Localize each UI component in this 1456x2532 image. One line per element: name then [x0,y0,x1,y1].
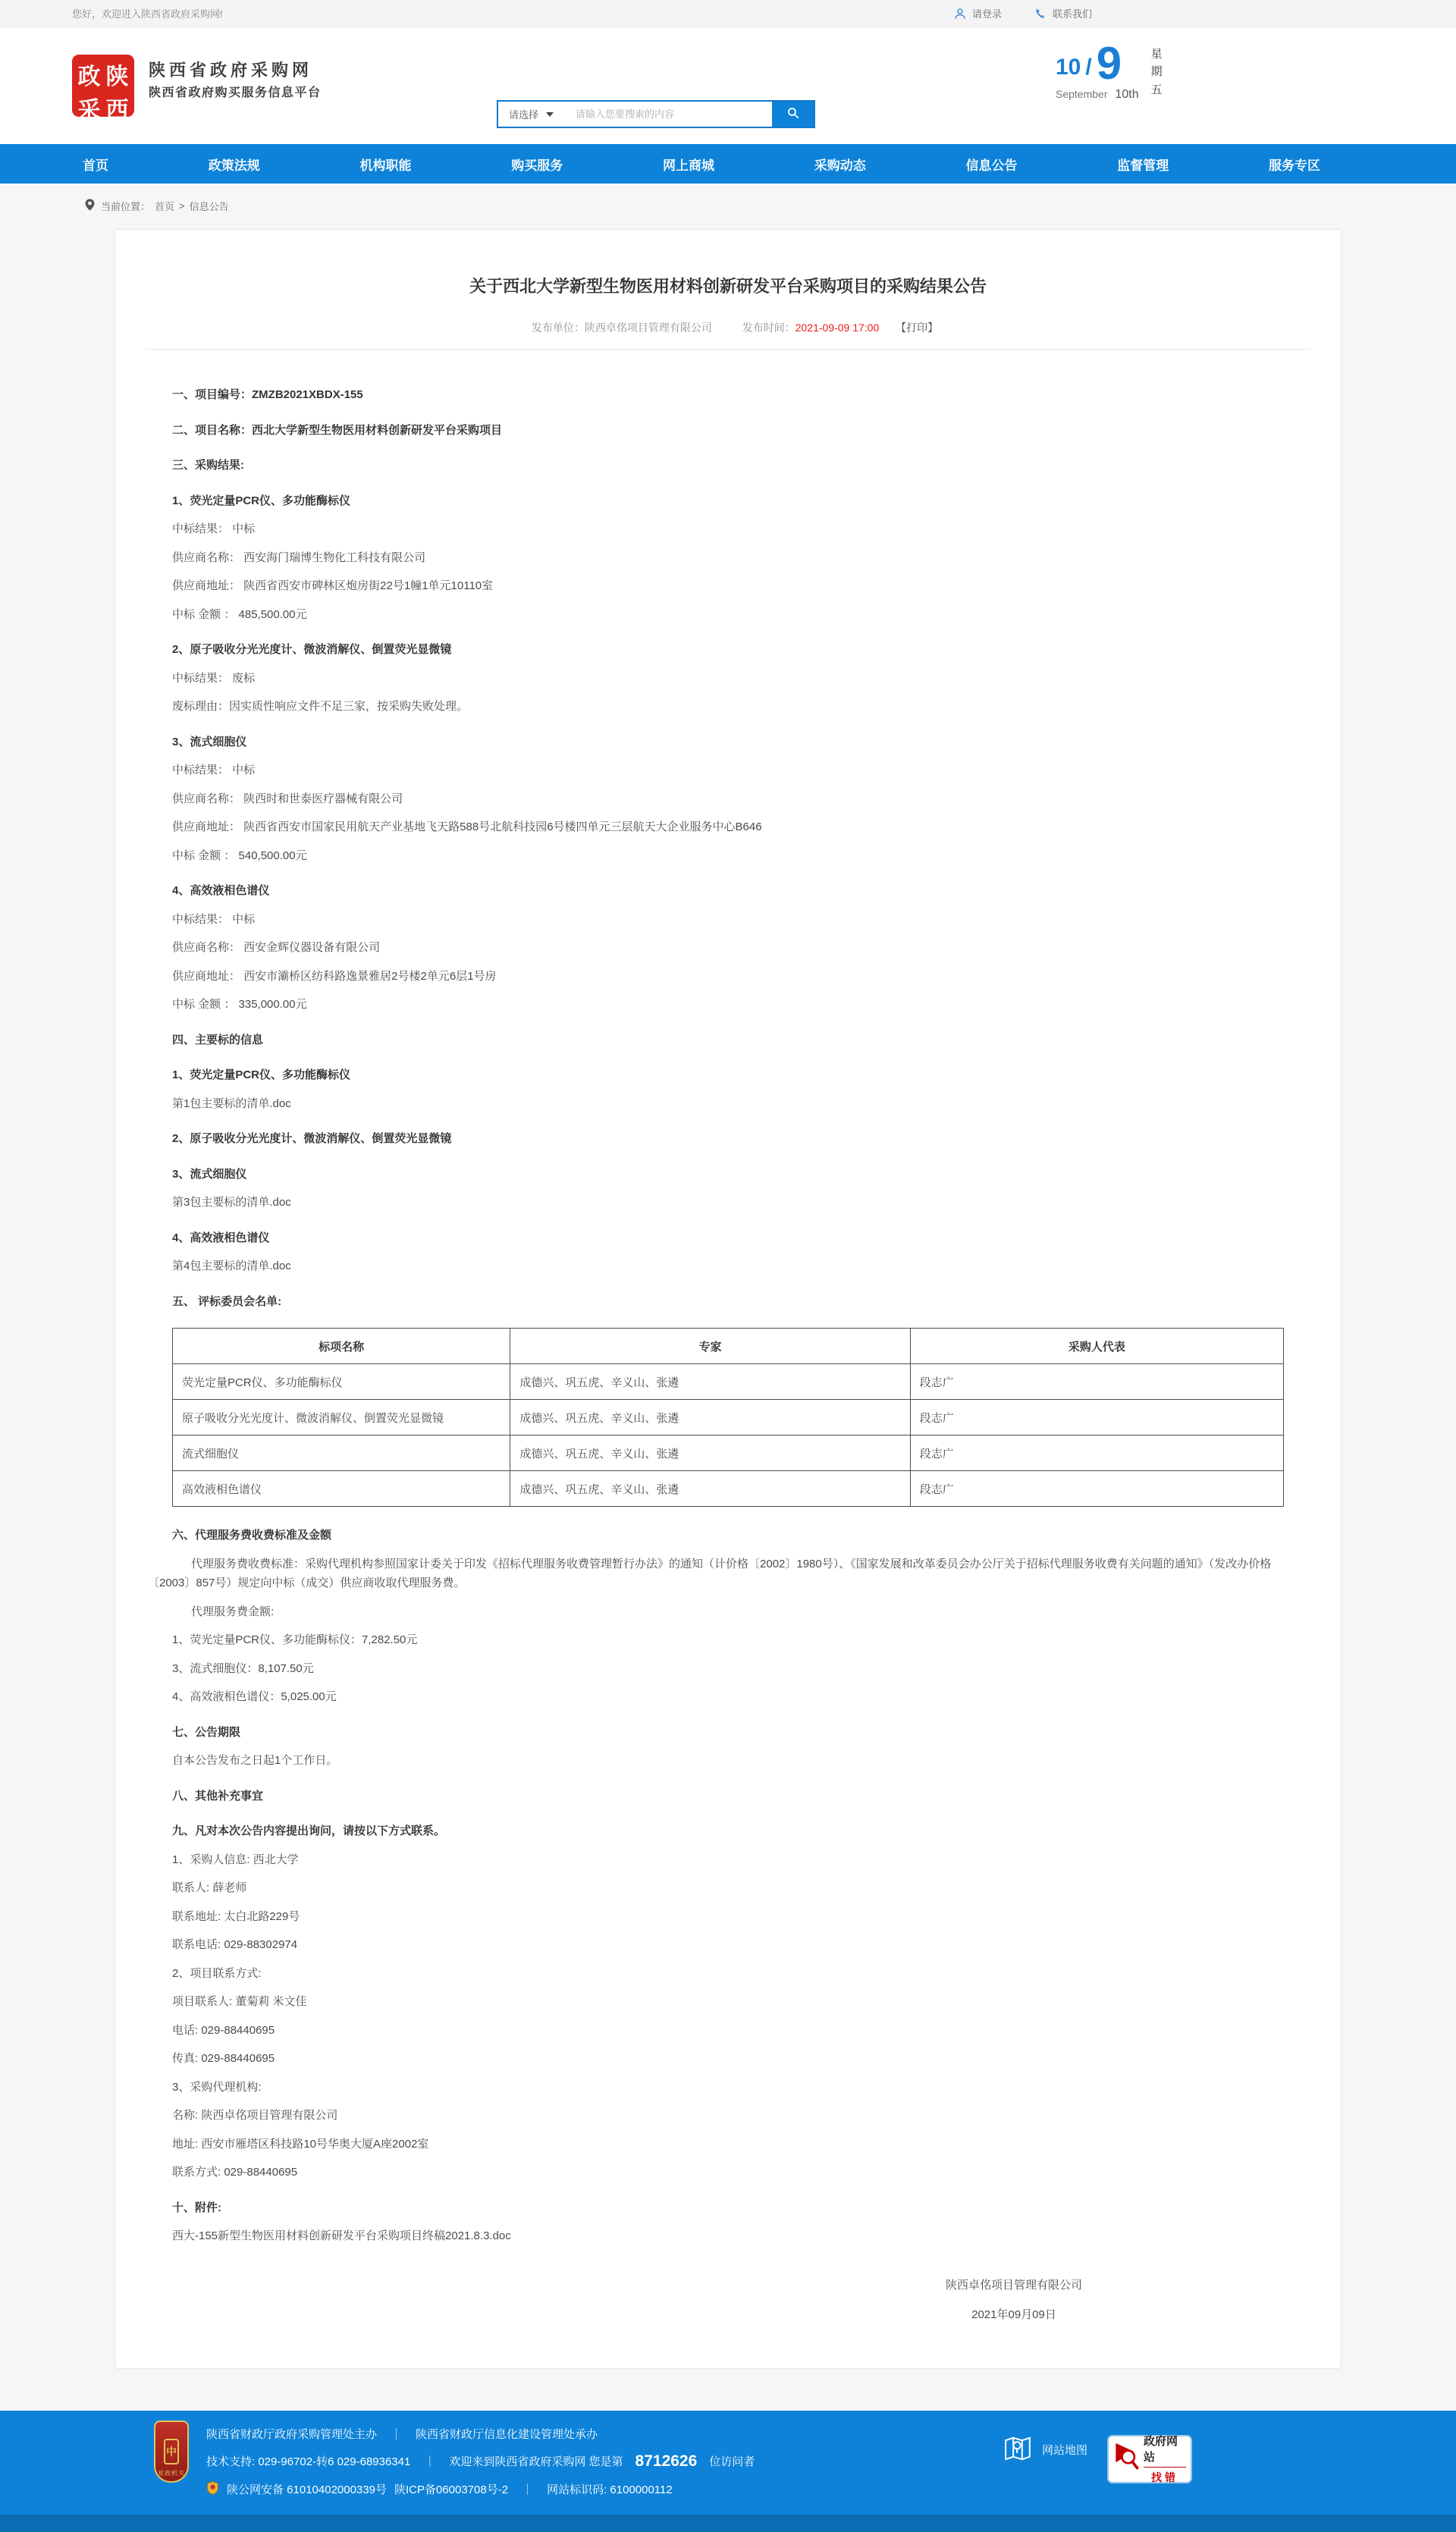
footer-visitor-prefix: 欢迎来到陕西省政府采购网 您是第 [449,2455,623,2468]
topbar-actions [953,6,1092,20]
table-row [173,1471,1284,1507]
cell-buyer-rep: 段志广 [910,1364,1283,1400]
site-footer [0,2411,1456,2532]
article-paragraph: 代理服务费金额: [191,1605,275,1618]
table-header-row [173,1329,1284,1364]
article-paragraph: 3、流式细胞仪：8,107.50元 [172,1661,314,1675]
footer-undertake-org: 陕西省财政厅信息化建设管理处承办 [416,2427,598,2441]
article-paragraph: 联系电话: 029-88302974 [172,1938,298,1951]
publisher-label: 发布单位： [531,322,585,334]
date-day-number: 9 [1096,38,1122,89]
article-paragraph: 1、荧光定量PCR仪、多功能酶标仪：7,282.50元 [172,1633,418,1646]
article-paragraph: 七、公告期限 [172,1725,241,1739]
footer-tech-support: 技术支持: 029-96702-转6 029-68936341 [206,2455,411,2468]
article-paragraph: 项目联系人: 董菊莉 米文佳 [172,1995,307,2008]
search-category-select[interactable] [498,102,576,127]
contact-label: 联系我们 [1052,8,1092,20]
article-paragraph[interactable]: 第4包主要标的清单.doc [172,1260,291,1272]
find-badge-subtitle: 找错 [1151,2471,1178,2483]
footer-bottom-strip [0,2515,1456,2532]
article-paragraph: 废标理由：因实质性响应文件不足三家，按采购失败处理。 [172,700,469,713]
article-paragraph: 4、高效液相色谱仪 [172,1231,270,1244]
sitemap-label: 网站地图 [1042,2444,1088,2457]
breadcrumb-separator: > [179,199,185,212]
breadcrumb [0,184,1456,227]
user-icon [953,7,967,20]
article-paragraph: 1、荧光定量PCR仪、多功能酶标仪 [172,494,351,507]
chevron-down-icon [546,112,554,117]
article-paragraph: 自本公告发布之日起1个工作日。 [172,1754,338,1767]
cell-buyer-rep: 段志广 [910,1400,1283,1435]
cell-buyer-rep: 段志广 [910,1435,1283,1471]
logo-char: 政 [77,64,101,89]
sitemap-icon [1003,2433,1033,2467]
article-paragraph: 中标 金额 ： 335,000.00元 [172,998,307,1011]
article-paragraph: 供应商名称： 陕西时和世泰医疗器械有限公司 [172,792,403,805]
article-meta [172,320,1284,335]
cell-buyer-rep: 段志广 [910,1471,1283,1507]
evaluation-committee-table [172,1328,1284,1507]
article-paragraph[interactable]: 西大-155新型生物医用材料创新研发平台采购项目终稿2021.8.3.doc [172,2229,511,2242]
location-pin-icon [85,199,96,213]
page-title: 关于西北大学新型生物医用材料创新研发平台采购项目的采购结果公告 [469,277,987,296]
article-paragraph: 1、采购人信息: 西北大学 [172,1853,299,1866]
visitor-count: 8712626 [635,2452,698,2470]
nav-item[interactable]: 采购动态 [814,158,866,173]
article-paragraph: 五、 评标委员会名单: [172,1294,282,1308]
article-paragraph: 3、流式细胞仪 [172,735,247,748]
cell-item-name: 高效液相色谱仪 [173,1471,510,1507]
shield-label: 党政机关 [158,2469,185,2477]
article-paragraph: 名称: 陕西卓佲项目管理有限公司 [172,2109,338,2122]
site-title: 陕西省政府采购网 [149,61,313,80]
footer-line-1 [206,2426,755,2442]
table-row [173,1435,1284,1471]
cell-experts: 成德兴、巩五虎、辛义山、张遴 [510,1471,910,1507]
find-badge-texts [1144,2433,1186,2485]
sitemap-link[interactable] [1003,2433,1087,2467]
top-bar [0,0,1456,27]
footer-separator: ｜ [424,2455,436,2468]
nav-item[interactable]: 网上商城 [663,158,714,173]
publisher-value: 陕西卓佲项目管理有限公司 [584,322,712,334]
column-header-buyer-rep: 采购人代表 [910,1329,1283,1364]
date-month-number: 10 [1056,55,1081,80]
nav-item[interactable]: 信息公告 [965,158,1018,173]
signature-block [946,2270,1082,2330]
article-body [148,374,1284,2330]
government-shield-icon [154,2421,189,2483]
article-paragraph: 中标结果： 中标 [172,764,256,777]
nav-item[interactable]: 监督管理 [1117,158,1169,173]
footer-line-2 [206,2452,755,2471]
article-paragraph: 4、高效液相色谱仪：5,025.00元 [172,1690,337,1703]
publisher-group [532,322,712,334]
contact-link[interactable] [1034,6,1092,20]
footer-line-3 [206,2481,755,2498]
footer-site-id: 网站标识码: 6100000112 [547,2483,673,2496]
search-icon [786,106,800,122]
nav-item[interactable]: 服务专区 [1269,158,1320,173]
find-badge-title: 政府网站 [1144,2433,1186,2468]
site-subtitle: 陕西省政府购买服务信息平台 [149,86,322,99]
article-paragraph: 供应商名称： 西安海门瑞博生物化工科技有限公司 [172,551,426,564]
breadcrumb-label: 当前位置： [101,200,151,212]
site-logo[interactable] [72,55,134,123]
article-paragraph: 联系地址: 太白北路229号 [172,1909,300,1923]
date-widget [1056,38,1166,102]
print-button[interactable]: 【打印】 [896,322,939,334]
cell-item-name: 荧光定量PCR仪、多功能酶标仪 [173,1364,510,1400]
date-day-ordinal: 10th [1115,88,1139,101]
table-row [173,1364,1284,1400]
cell-experts: 成德兴、巩五虎、辛义山、张遴 [510,1435,910,1471]
article-paragraph: 二、项目名称：西北大学新型生物医用材料创新研发平台采购项目 [172,423,503,437]
article-paragraph: 联系人: 薛老师 [172,1881,247,1894]
nav-list [72,144,1331,184]
search-button[interactable] [772,102,814,127]
search-box [497,100,815,128]
article-paragraph: 1、荧光定量PCR仪、多功能酶标仪 [172,1068,351,1081]
article-paragraph: 地址: 西安市雁塔区科技路10号华奥大厦A座2002室 [172,2137,429,2151]
breadcrumb-home[interactable]: 首页 [155,200,175,212]
footer-separator: ｜ [391,2427,403,2441]
signature-date: 2021年09月09日 [971,2308,1056,2321]
site-titles [149,58,322,105]
date-month-name: September [1056,88,1108,100]
logo-char: 采 [77,98,101,123]
article-paragraph: 4、高效液相色谱仪 [172,884,270,897]
article-paragraph: 三、采购结果: [172,459,244,472]
welcome-text: 您好，欢迎进入陕西省政府采购网! [72,8,223,20]
phone-icon [1034,7,1047,20]
date-numbers-block [1056,38,1139,102]
footer-visitor-suffix: 位访问者 [709,2455,755,2468]
search-select-label: 请选择 [509,109,539,121]
article-paragraph: 中标结果： 中标 [172,522,256,535]
nav-item[interactable]: 首页 [83,158,108,173]
police-badge-icon [206,2481,219,2498]
footer-text [206,2426,755,2508]
main-nav [0,144,1456,184]
publish-time-group [742,322,880,334]
footer-separator: ｜ [522,2483,534,2496]
table-body [173,1364,1284,1507]
footer-icp-filing[interactable]: 陕ICP备06003708号-2 [394,2483,509,2496]
logo-char: 西 [105,98,129,123]
cell-item-name: 流式细胞仪 [173,1435,510,1471]
article-paragraph: 供应商名称： 西安金辉仪器设备有限公司 [172,941,381,954]
article-paragraph: 代理服务费收费标准：采购代理机构参照国家计委关于印发《招标代理服务收费管理暂行办法》的通知（计价格〔2002〕1980号）、《国家发展和改革委员会办公厅关于招标代理服务收费有关问题的通知》（发改办价格〔2003〕857号）规定向中标（成交）供应商收取代理服务费。 [148,1557,1272,1589]
gov-site-error-report-badge[interactable] [1107,2435,1192,2483]
shield-emblem: 中 [164,2439,179,2465]
publish-time-value: 2021-09-09 17:00 [795,322,880,334]
nav-item[interactable]: 政策法规 [208,158,260,173]
column-header-experts: 专家 [510,1329,910,1364]
search-input[interactable] [576,102,772,127]
article-paragraph: 供应商地址： 陕西省西安市国家民用航天产业基地飞天路588号北航科技园6号楼四单元三层航天大企业服务中心B646 [172,820,762,833]
body-section-2 [148,1514,1284,2251]
find-error-icon [1113,2442,1139,2476]
login-label: 请登录 [971,8,1002,20]
article-paragraph: 3、采购代理机构: [172,2080,262,2094]
article-paragraph: 传真: 029-88440695 [172,2052,275,2065]
article-paragraph: 中标结果： 废标 [172,671,256,685]
article-paragraph: 2、原子吸收分光光度计、微波消解仪、倒置荧光显微镜 [172,1132,452,1145]
article-paragraph: 中标 金额 ： 485,500.00元 [172,607,307,621]
article-paragraph: 十、附件: [172,2201,221,2214]
article-paragraph: 一、项目编号：ZMZB2021XBDX-155 [172,388,363,401]
article-paragraph: 联系方式: 029-88440695 [172,2166,298,2179]
signature-company: 陕西卓佲项目管理有限公司 [945,2278,1082,2292]
article-paragraph: 电话: 029-88440695 [172,2023,275,2037]
article-paragraph: 中标 金额 ： 540,500.00元 [172,849,307,862]
article-paragraph: 八、其他补充事宜 [172,1789,264,1803]
article-card [115,229,1341,2369]
column-header-item-name: 标项名称 [173,1329,510,1364]
article-paragraph: 3、流式细胞仪 [172,1167,247,1181]
article-paragraph[interactable]: 第1包主要标的清单.doc [172,1097,291,1110]
article-paragraph: 2、项目联系方式: [172,1966,262,1980]
article-paragraph: 四、主要标的信息 [172,1033,264,1046]
logo-char: 陕 [105,64,129,89]
cell-experts: 成德兴、巩五虎、辛义山、张遴 [510,1364,910,1400]
breadcrumb-current: 信息公告 [189,200,229,212]
article-paragraph: 九、凡对本次公告内容提出询问，请按以下方式联系。 [172,1824,446,1837]
article-paragraph: 中标结果： 中标 [172,912,256,926]
publish-time-label: 发布时间： [742,322,795,334]
site-header [0,27,1456,144]
main-area [0,184,1456,2411]
nav-item[interactable]: 购买服务 [511,158,563,173]
article-paragraph: 供应商地址： 西安市灞桥区纺科路逸景雅居2号楼2单元6层1号房 [172,969,497,983]
login-link[interactable] [953,6,1002,20]
article-paragraph: 六、代理服务费收费标准及金额 [172,1529,332,1542]
article-paragraph[interactable]: 第3包主要标的清单.doc [172,1196,291,1209]
footer-psb-filing[interactable]: 陕公网安备 61010402000339号 [227,2483,387,2496]
footer-host-org: 陕西省财政厅政府采购管理处主办 [206,2427,378,2441]
cell-experts: 成德兴、巩五虎、辛义山、张遴 [510,1400,910,1435]
article-paragraph: 供应商地址： 陕西省西安市碑林区炮房街22号1幢1单元10110室 [172,579,494,592]
table-row [173,1400,1284,1435]
nav-item[interactable]: 机构职能 [359,158,412,173]
cell-item-name: 原子吸收分光光度计、微波消解仪、倒置荧光显微镜 [173,1400,510,1435]
meta-divider [146,349,1310,350]
date-separator: / [1085,55,1092,80]
body-section-1 [172,374,1284,1316]
article-paragraph: 2、原子吸收分光光度计、微波消解仪、倒置荧光显微镜 [172,643,452,656]
date-weekday: 星期五 [1150,48,1163,96]
